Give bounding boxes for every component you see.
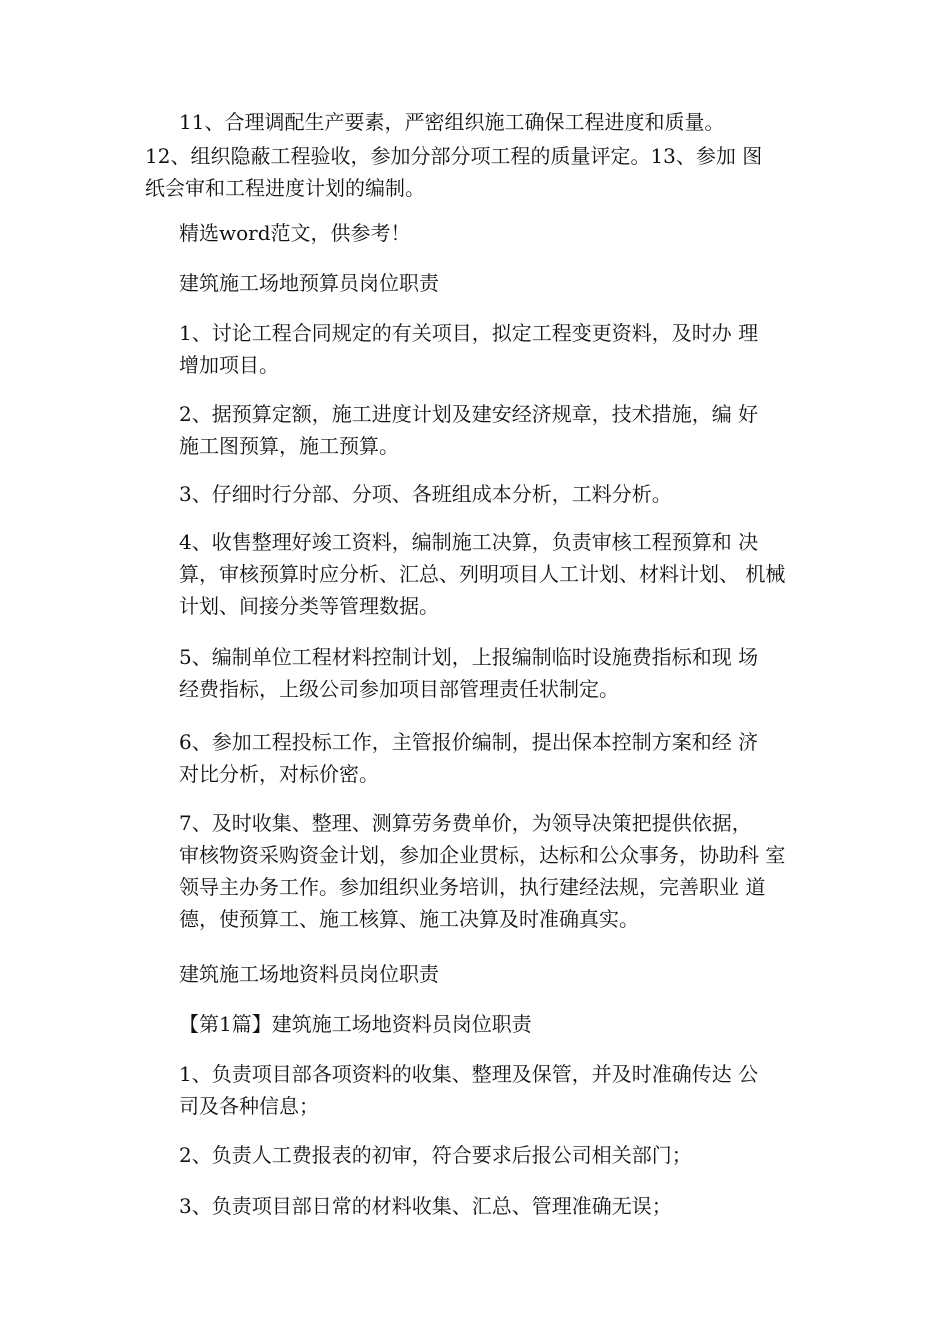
text-line: 审核物资采购资金计划，参加企业贯标，达标和公众事务，协助科 室: [179, 843, 786, 867]
text-line: 3、仔细时行分部、分项、各班组成本分析，工料分析。: [179, 482, 672, 506]
text-line: 3、负责项目部日常的材料收集、汇总、管理准确无误；: [179, 1194, 672, 1218]
paragraph-item-3: [145, 478, 833, 510]
text-line: 建筑施工场地资料员岗位职责: [179, 962, 439, 986]
text-line: 12、组织隐蔽工程验收，参加分部分项工程的质量评定。13、参加 图: [145, 144, 763, 168]
text-line: 领导主办务工作。参加组织业务培训，执行建经法规，完善职业 道: [179, 875, 766, 899]
text-line: 建筑施工场地预算员岗位职责: [179, 271, 439, 295]
text-line: 7、及时收集、整理、测算劳务费单价，为领导决策把提供依据，: [179, 811, 752, 835]
text-line: 2、负责人工费报表的初审，符合要求后报公司相关部门；: [179, 1143, 692, 1167]
text-line: 施工图预算，施工预算。: [179, 434, 399, 458]
text-line: 德，使预算工、施工核算、施工决算及时准确真实。: [179, 907, 639, 931]
text-line: 1、讨论工程合同规定的有关项目，拟定工程变更资料，及时办 理: [179, 321, 759, 345]
text-line: 5、编制单位工程材料控制计划，上报编制临时设施费指标和现 场: [179, 645, 759, 669]
text-line: 对比分析，对标价密。: [179, 762, 379, 786]
paragraph-duty-3: [145, 1190, 833, 1222]
paragraph-item-6: [145, 726, 833, 790]
section-heading-document-clerk: [145, 958, 833, 990]
text-line: 4、收售整理好竣工资料，编制施工决算，负责审核工程预算和 决: [179, 530, 759, 554]
text-line: 6、参加工程投标工作，主管报价编制，提出保本控制方案和经 济: [179, 730, 759, 754]
text-line: 2、据预算定额，施工进度计划及建安经济规章，技术措施，编 好: [179, 402, 759, 426]
text-line: 1、负责项目部各项资料的收集、整理及保管，并及时准确传达 公: [179, 1062, 759, 1086]
text-line: 计划、间接分类等管理数据。: [179, 594, 439, 618]
reference-note: [145, 217, 833, 249]
paragraph-item-1: [145, 317, 833, 381]
paragraph-item-5: [145, 641, 833, 705]
text-line: 司及各种信息；: [179, 1094, 319, 1118]
paragraph-item-2: [145, 398, 833, 462]
text-line: 纸会审和工程进度计划的编制。: [145, 176, 425, 200]
text-line: 经费指标，上级公司参加项目部管理责任状制定。: [179, 677, 619, 701]
paragraph-duty-2: [145, 1139, 833, 1171]
text-line: 精选word范文，供参考！: [179, 221, 411, 245]
text-line: 增加项目。: [179, 353, 279, 377]
paragraph-item-7: [145, 807, 833, 935]
paragraph-item-12-13: [145, 140, 833, 204]
text-line: 算，审核预算时应分析、汇总、列明项目人工计划、材料计划、 机械: [179, 562, 786, 586]
paragraph-item-4: [145, 526, 833, 622]
paragraph-item-11: [145, 106, 833, 138]
paragraph-duty-1: [145, 1058, 833, 1122]
text-line: 【第1篇】建筑施工场地资料员岗位职责: [179, 1012, 532, 1036]
section-heading-budget-clerk: [145, 267, 833, 299]
article-title: [145, 1008, 833, 1040]
text-line: 11、合理调配生产要素，严密组织施工确保工程进度和质量。: [179, 110, 725, 134]
